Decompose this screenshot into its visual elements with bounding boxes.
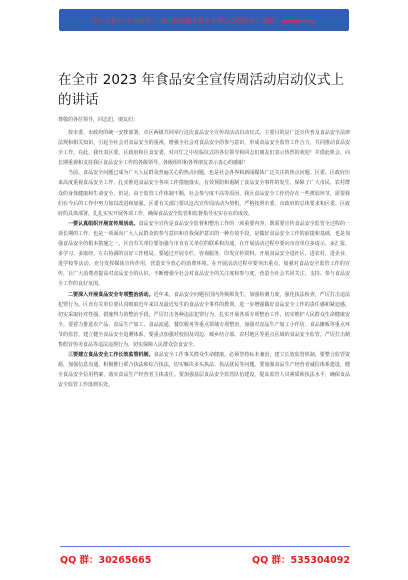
paragraph-text: 食品安全工作事关群众生命健康，必须坚持标本兼治，建立长效监管机制，要整合监管资源，加强信息沟通，积极推行联合执法和综合执法，切实解决多头执法、执法扰民等问题。要加强食品生产经营者诚信体系建设，健全食品安全信用档案，落实食品生产经营者主体责任。要加强基层食品安全监管队伍建设，提高监管人员素质和执法水平，确保食品安全监管工作落到实处。	[58, 352, 350, 389]
greeting: 尊敬的各位领导，同志们，朋友们：	[58, 117, 139, 123]
promo-banner-text: 关注头条号"公文研究"，获得最新最全最专业的公文资料库！ 微信：gongwenyj	[91, 17, 317, 25]
document-body	[58, 128, 350, 390]
document-title: 在全市 2023 年食品安全宣传周活动启动仪式上的讲话	[58, 72, 344, 108]
page-footer	[60, 552, 350, 566]
paragraph-text: 按市委、市政府的统一安排部署，市区两级共同举行这次食品安全宣传周活动启动仪式。主要目的是广泛宣传普及食品安全法律法规和相关知识，引起全社会对食品安全的重视，增强全社会对食品安全的参与意识，形成食品安全监管工作合力，共同推动食品安全工作。在此，我代表区委、区政府和区食安委，对百忙之中莅临仪式的各位领导和同志们朋友们表示热烈的欢迎！并借此机会，向长期重视和支持我区食品安全工作的各级领导、各级组织和各界朋友表示衷心的感谢！	[58, 130, 350, 167]
paragraph-text: 近年来，食品安全问题在国内外频频发生，加强检测力度，强化执法检查，严厉打击违法犯罪行为。区直有关单位要认真吸取近年来以及最近发生的食品安全事件的教训，进一步增强做好食品安全工作的责任感和紧迫感，切实采取针对性强、措施得力的整治手段，严厉打击各种违法犯罪行为，扎实开展各项专项整治工作，切实维护人民群众生命健康安全。要着力推进农产品、食品生产加工、食品流通、餐饮服务等重点领域专项整治，加强对食品生产加工小作坊、食品摊贩等重点环节的监管，建立健全食品安全追溯体系。要重点加强对校园及周边、城乡结合部、农村地区等重点区域的食品安全监管，严厉打击制售假冒伪劣食品等违法违规行为，切实保障人民群众饮食安全。	[58, 291, 350, 348]
promo-banner	[59, 9, 349, 31]
paragraph	[58, 350, 350, 390]
paragraph	[58, 128, 350, 168]
paragraph	[58, 290, 350, 351]
paragraph-text: 食品安全宣传是食品安全监督和整治工作的一项重要内容，既需要宣传食品安全监管全过程的一项长期的工作，也是一项面向广大人民群众的参与意识和自我保护意识的一种有效手段，是做好食品安全工作的前提和基础，也是加强食品安全的根本措施之一。区直有关单位要加强与市直有关单位的联系和沟通，在开展活动过程中要向市直单位多请示、多汇报、多学习、多取经，左右协调的良好工作格局。要通过开展专栏、咨询服务、印发宣传资料、开展食品安全进社区、进农村、进企业、进学校等活动，充分发挥媒体宣传作用，营造安全放心的消费环境。在开展活动过程中要突出重点，加强对食品安全监管工作的宣传，让广大消费者提高对食品安全的认识，不断增强全社会对食品安全的关注度和参与度，营造全社会共同关注、支持、参与食品安全工作的良好氛围。	[58, 220, 350, 288]
paragraph-text: 当前，食品安全问题已成为广大人民群众普遍关心的热点问题，也是社会各界和新闻媒体广泛关注的焦点问题。区委、区政府历来高度重视食品安全工作，扎实推进食品安全各项工作措施落实，有效预防和遏制了食品安全事件的发生，保障了广大市民、农村群众的身体健康和生命安全。但是，由于监管工作体制不顺，社会参与度不高等原因，我区食品安全工作仍存在一些薄弱环节，需要我们在今后的工作中努力加以改进和加强。区委有关部门要以这次宣传周活动为契机，严格按照市委、市政府的总体要求和区委、区政府的具体部署，扎扎实实开展各项工作，确保食品安全监管和监督指导实实在在的成效。	[58, 170, 350, 217]
qq-group-right: QQ 群：535304092	[252, 555, 350, 566]
paragraph	[58, 168, 350, 218]
footer-divider	[60, 546, 350, 547]
paragraph-lead: 一要认真组织开展宣传周活动。	[68, 220, 139, 227]
paragraph	[58, 219, 350, 290]
paragraph-lead: 二要深入开展食品安全专项整治活动。	[68, 291, 154, 298]
paragraph-lead: 三要建立食品安全工作长效监管机制。	[68, 352, 154, 359]
qq-group-left: QQ 群：30265665	[60, 555, 152, 566]
